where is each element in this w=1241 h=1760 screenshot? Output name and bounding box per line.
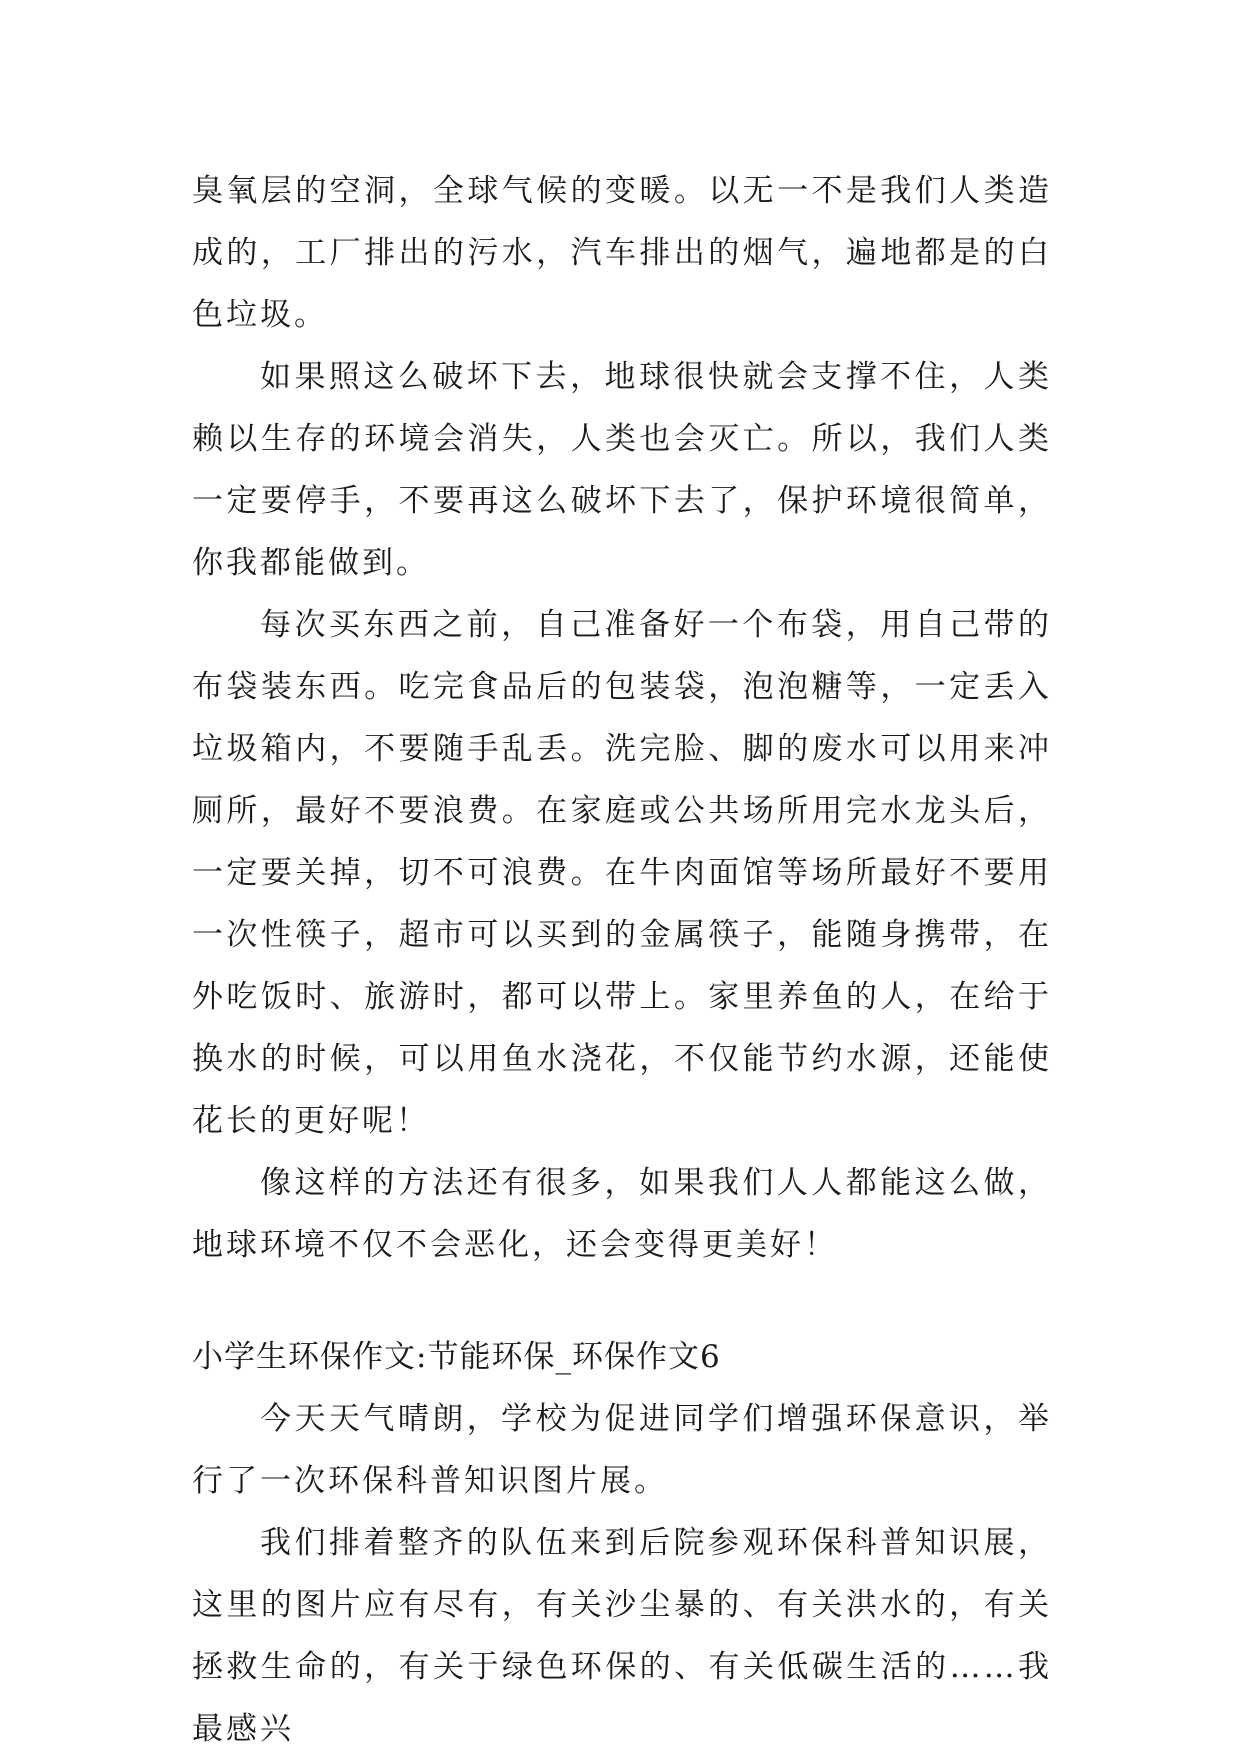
document-body xyxy=(192,160,1052,1760)
paragraph: 今天天气晴朗，学校为促进同学们增强环保意识，举行了一次环保科普知识图片展。 xyxy=(192,1401,1052,1499)
section-heading: 小学生环保作文:节能环保_环保作文6 xyxy=(192,1339,721,1375)
paragraph: 我们排着整齐的队伍来到后院参观环保科普知识展，这里的图片应有尽有，有关沙尘暴的、有关洪水的，有关拯救生命的，有关于绿色环保的、有关低碳生活的……我最感兴 xyxy=(192,1525,1052,1747)
paragraph: 臭氧层的空洞，全球气候的变暖。以无一不是我们人类造成的，工厂排出的污水，汽车排出的烟气，遍地都是的白色垃圾。 xyxy=(192,173,1052,333)
paragraph: 像这样的方法还有很多，如果我们人人都能这么做，地球环境不仅不会恶化，还会变得更美好！ xyxy=(192,1165,1052,1263)
paragraph: 每次买东西之前，自己准备好一个布袋，用自己带的布袋装东西。吃完食品后的包装袋，泡泡糖等，一定丢入垃圾箱内，不要随手乱丢。洗完脸、脚的废水可以用来冲厕所，最好不要浪费。在家庭或公共场所用完水龙头后，一定要关掉，切不可浪费。在牛肉面馆等场所最好不要用一次性筷子，超市可以买到的金属筷子，能随身携带，在外吃饭时、旅游时，都可以带上。家里养鱼的人，在给于换水的时候，可以用鱼水浇花，不仅能节约水源，还能使花长的更好呢！ xyxy=(192,607,1052,1139)
paragraph: 如果照这么破坏下去，地球很快就会支撑不住，人类赖以生存的环境会消失，人类也会灭亡。所以，我们人类一定要停手，不要再这么破坏下去了，保护环境很简单，你我都能做到。 xyxy=(192,359,1052,581)
